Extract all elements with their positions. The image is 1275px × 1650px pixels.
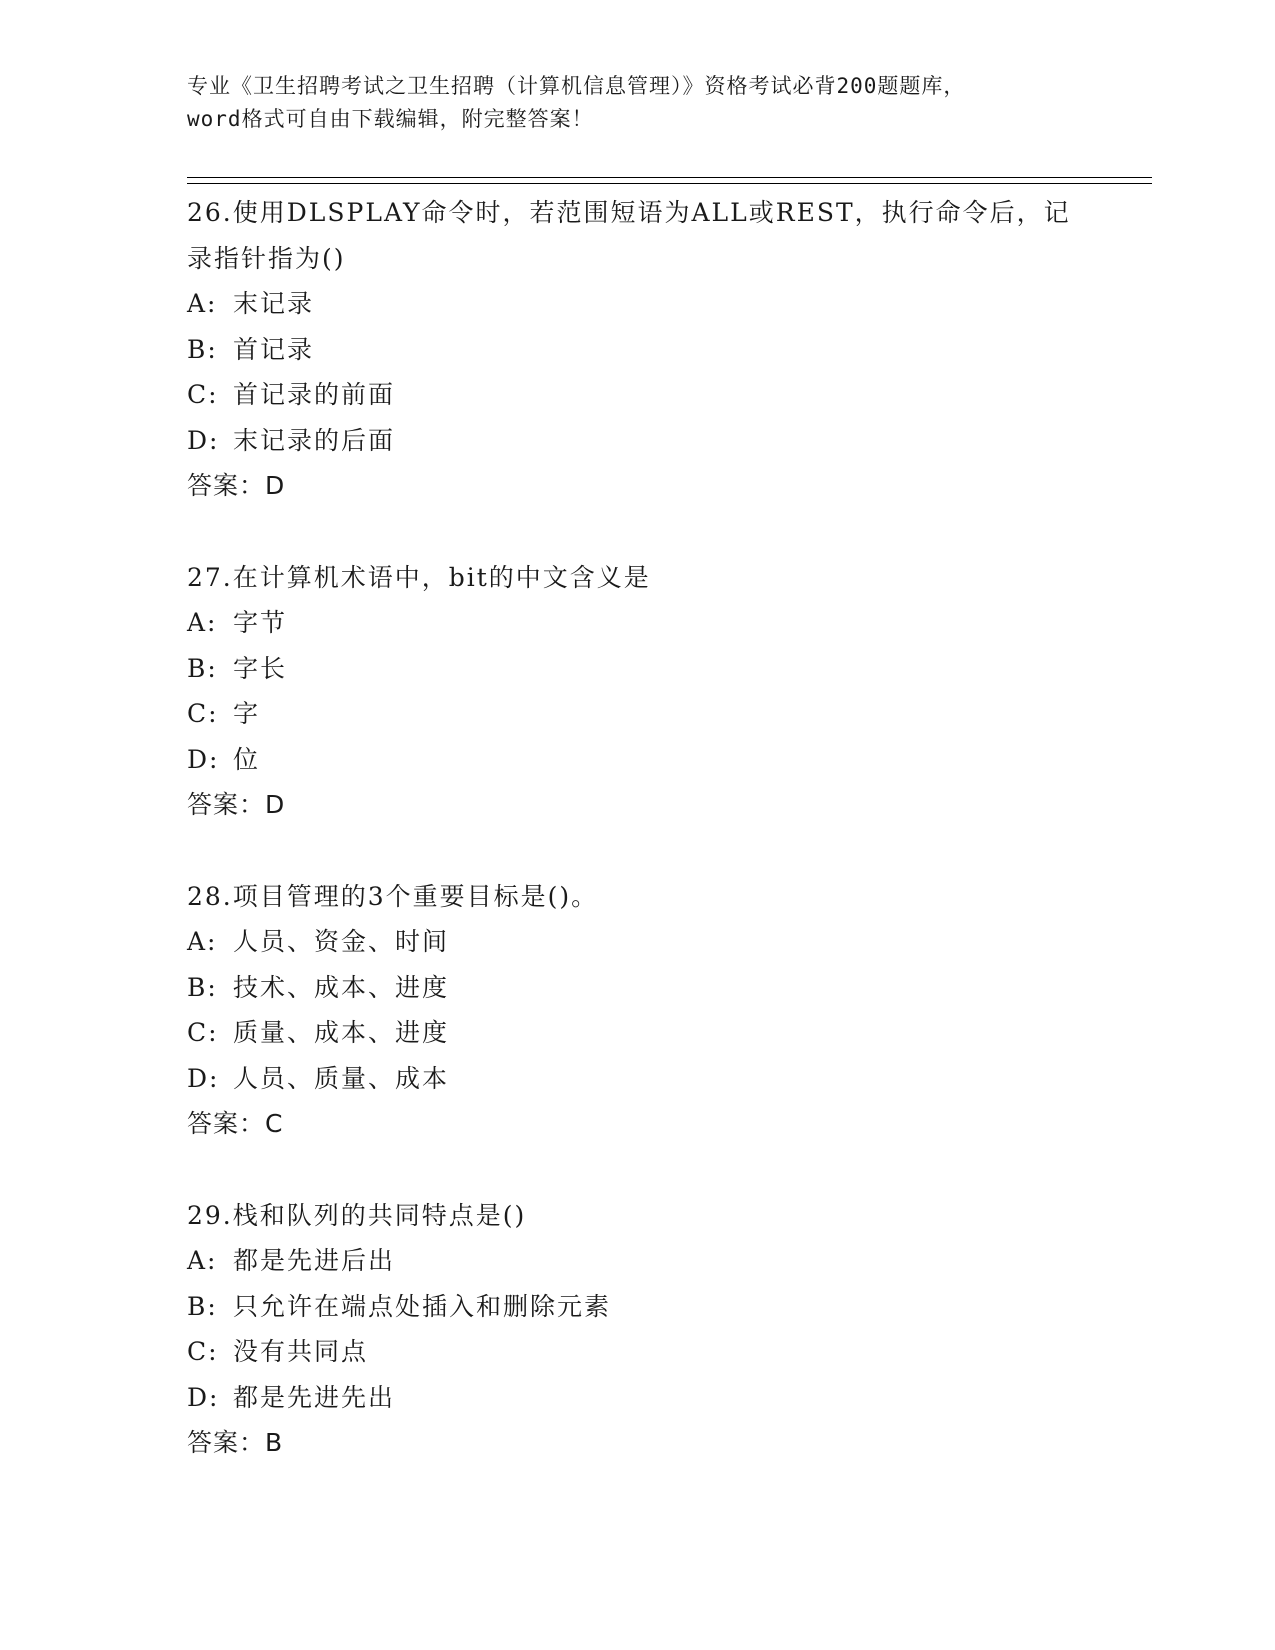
- option-text: 字节: [233, 608, 288, 637]
- option-text: 质量、成本、进度: [233, 1018, 450, 1047]
- answer-text: 答案：B: [187, 1428, 284, 1457]
- question-27: [187, 555, 1087, 828]
- option-text: 人员、质量、成本: [233, 1063, 450, 1093]
- question-list: [187, 190, 1087, 1466]
- option-b: [187, 965, 1087, 1011]
- header-divider-top: [187, 177, 1152, 178]
- option-letter: B:: [187, 653, 218, 683]
- question-text: 29.栈和队列的共同特点是(): [187, 1200, 527, 1230]
- question-text: 28.项目管理的3个重要目标是()。: [187, 881, 599, 911]
- question-28: [187, 874, 1087, 1147]
- option-letter: D:: [187, 425, 220, 455]
- question-spacer: [187, 1147, 1087, 1193]
- option-text: 末记录的后面: [233, 425, 396, 455]
- answer-text: 答案：C: [187, 1109, 284, 1138]
- option-text: 字长: [233, 653, 288, 683]
- question-spacer: [187, 828, 1087, 874]
- option-letter: A:: [187, 608, 218, 637]
- option-letter: B:: [187, 1291, 218, 1321]
- option-a: [187, 919, 1087, 965]
- question-text: 26.使用DLSPLAY命令时，若范围短语为ALL或REST，执行命令后，记录指针指为(): [187, 198, 1071, 273]
- header-divider-bottom: [187, 183, 1152, 184]
- option-d: [187, 1375, 1087, 1421]
- option-letter: C:: [187, 1018, 219, 1047]
- option-text: 末记录: [233, 289, 315, 318]
- option-text: 人员、资金、时间: [233, 927, 450, 956]
- option-b: [187, 646, 1087, 692]
- option-a: [187, 281, 1087, 327]
- option-letter: D:: [187, 744, 220, 774]
- option-c: [187, 1329, 1087, 1375]
- answer-text: 答案：D: [187, 471, 286, 500]
- option-letter: D:: [187, 1063, 220, 1093]
- option-letter: D:: [187, 1382, 220, 1412]
- option-text: 都是先进后出: [233, 1246, 396, 1275]
- option-text: 只允许在端点处插入和删除元素: [233, 1291, 612, 1321]
- option-a: [187, 600, 1087, 646]
- option-d: [187, 737, 1087, 783]
- header-line-1: 专业《卫生招聘考试之卫生招聘（计算机信息管理）》资格考试必背200题题库，: [187, 74, 966, 98]
- question-29: [187, 1193, 1087, 1466]
- option-b: [187, 327, 1087, 373]
- option-letter: A:: [187, 289, 218, 318]
- answer-text: 答案：D: [187, 790, 286, 819]
- option-a: [187, 1238, 1087, 1284]
- question-spacer: [187, 509, 1087, 555]
- option-c: [187, 1010, 1087, 1056]
- option-text: 技术、成本、进度: [233, 972, 450, 1002]
- option-text: 首记录的前面: [233, 380, 396, 409]
- option-letter: B:: [187, 334, 218, 364]
- option-text: 字: [233, 699, 261, 728]
- option-letter: C:: [187, 699, 219, 728]
- question-text: 27.在计算机术语中，bit的中文含义是: [187, 562, 651, 592]
- option-d: [187, 418, 1087, 464]
- option-c: [187, 372, 1087, 418]
- option-text: 没有共同点: [233, 1337, 369, 1366]
- option-letter: A:: [187, 1246, 218, 1275]
- option-letter: C:: [187, 380, 219, 409]
- option-text: 首记录: [233, 334, 315, 364]
- option-text: 位: [233, 744, 261, 774]
- option-text: 都是先进先出: [233, 1382, 396, 1412]
- option-b: [187, 1284, 1087, 1330]
- option-letter: B:: [187, 972, 218, 1002]
- document-header: [187, 70, 1067, 136]
- option-c: [187, 691, 1087, 737]
- header-line-2: word格式可自由下载编辑，附完整答案！: [187, 107, 594, 131]
- question-26: [187, 190, 1087, 509]
- option-letter: A:: [187, 927, 218, 956]
- option-letter: C:: [187, 1337, 219, 1366]
- option-d: [187, 1056, 1087, 1102]
